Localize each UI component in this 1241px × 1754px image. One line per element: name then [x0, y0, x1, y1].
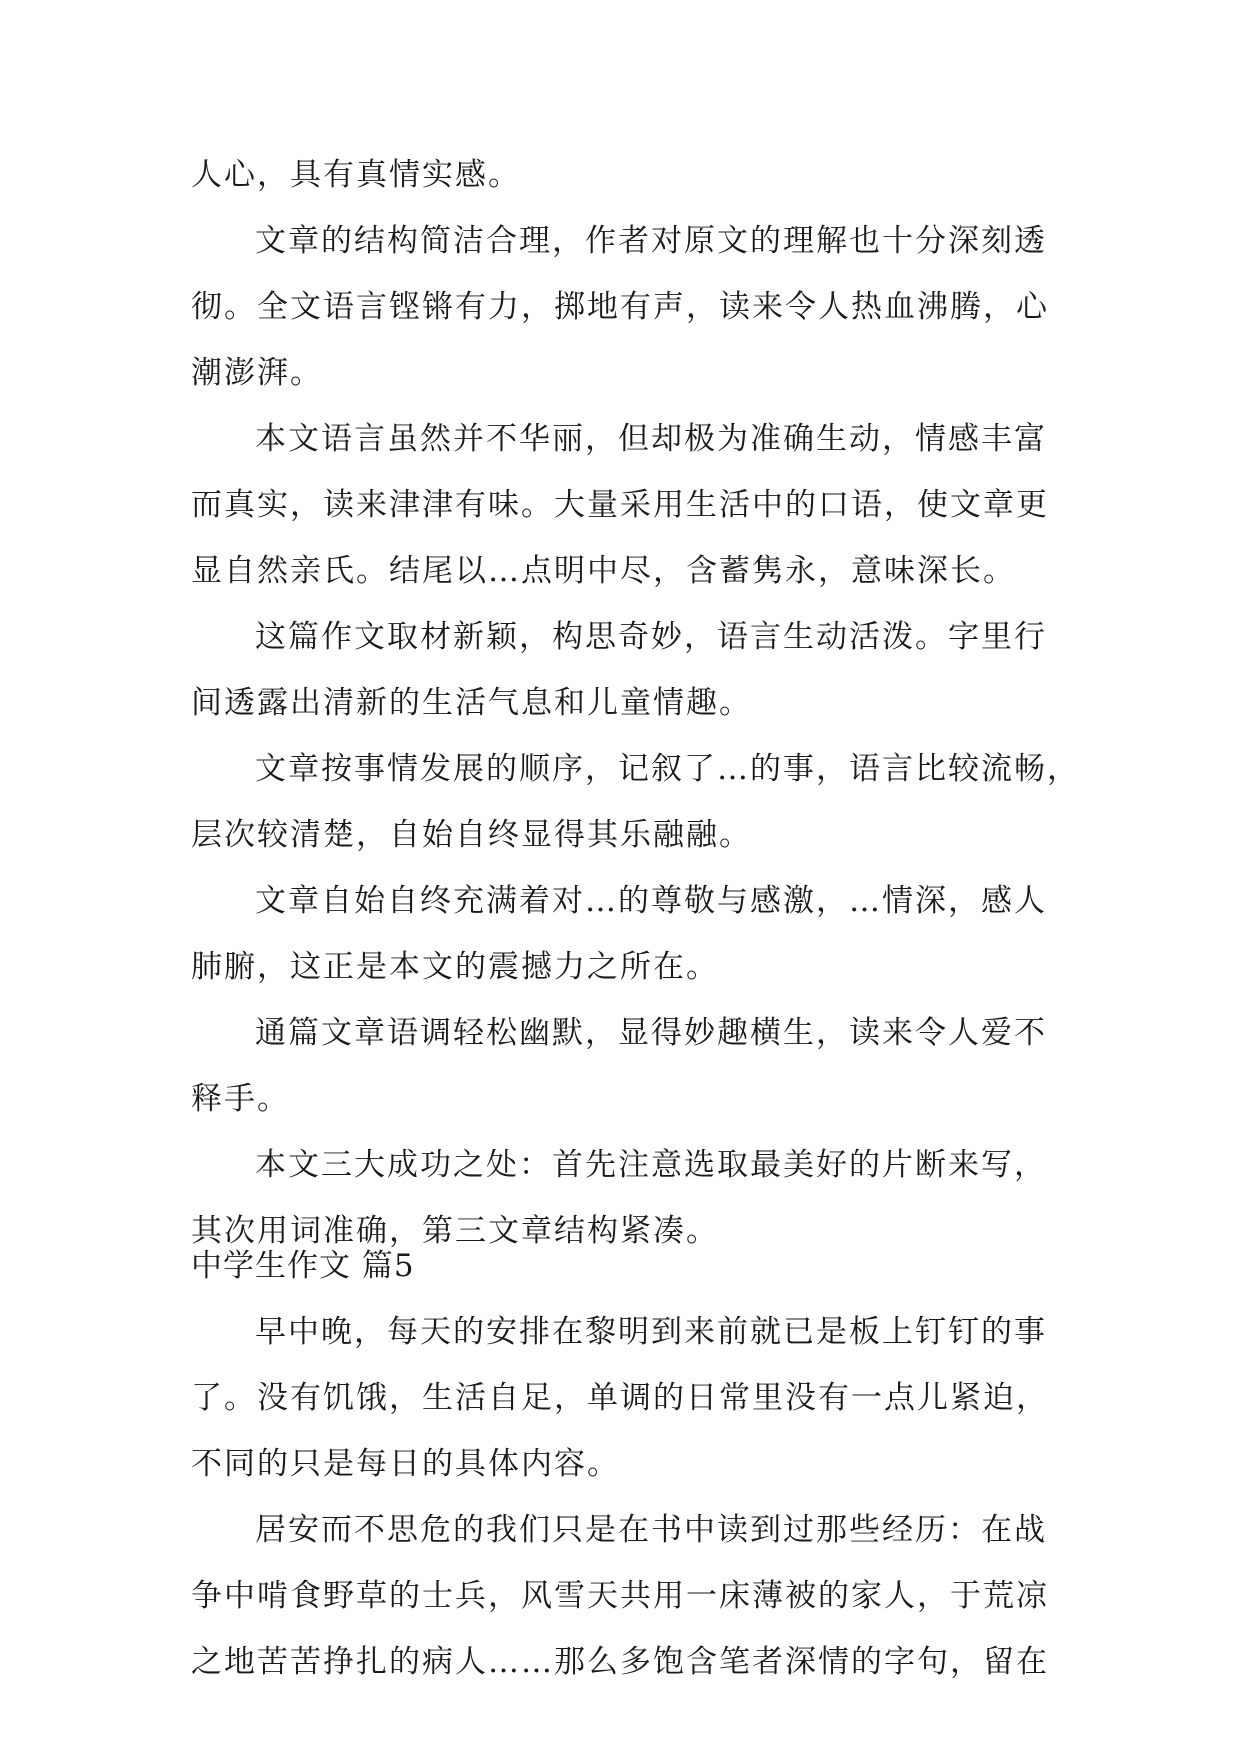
text-line: 早中晚，每天的安排在黎明到来前就已是板上钉钉的事 [255, 1314, 1047, 1350]
paragraph [191, 1315, 1051, 1482]
text-line: 争中啃食野草的士兵，风雪天共用一床薄被的家人，于荒凉 [191, 1578, 1049, 1614]
section-heading: 中学生作文 篇5 [191, 1248, 415, 1284]
text-line: 其次用词准确，第三文章结构紧凑。 [191, 1213, 719, 1249]
text-line: 通篇文章语调轻松幽默，显得妙趣横生，读来令人爱不 [255, 1015, 1047, 1051]
text-line: 而真实，读来津津有味。大量采用生活中的口语，使文章更 [191, 487, 1049, 523]
text-line: 不同的只是每日的具体内容。 [191, 1446, 620, 1482]
paragraph [191, 158, 1051, 193]
text-line: 彻。全文语言铿锵有力，掷地有声，读来令人热血沸腾，心 [191, 289, 1049, 325]
text-line: 层次较清楚，自始自终显得其乐融融。 [191, 817, 752, 853]
paragraph [191, 751, 1080, 853]
text-line: 潮澎湃。 [191, 355, 323, 391]
paragraph [191, 224, 1051, 391]
paragraph [191, 422, 1051, 589]
text-line: 本文语言虽然并不华丽，但却极为准确生动，情感丰富 [255, 421, 1047, 457]
document-page [191, 157, 1080, 1680]
text-line: 了。没有饥饿，生活自足，单调的日常里没有一点儿紧迫， [191, 1380, 1049, 1416]
text-line: 本文三大成功之处：首先注意选取最美好的片断来写， [255, 1147, 1047, 1183]
text-line: 之地苦苦挣扎的病人……那么多饱含笔者深情的字句，留在 [191, 1644, 1049, 1680]
text-line: 肺腑，这正是本文的震撼力之所在。 [191, 949, 719, 985]
text-line: 释手。 [191, 1081, 290, 1117]
text-line: 间透露出清新的生活气息和儿童情趣。 [191, 685, 752, 721]
paragraph [191, 620, 1051, 721]
paragraph [191, 1016, 1051, 1117]
text-line: 显自然亲氏。结尾以…点明中尽，含蓄隽永，意味深长。 [191, 553, 1016, 589]
paragraph [191, 1513, 1051, 1680]
text-line: 文章的结构简洁合理，作者对原文的理解也十分深刻透 [255, 223, 1047, 259]
text-line: 居安而不思危的我们只是在书中读到过那些经历：在战 [255, 1512, 1047, 1548]
text-line: 人心，具有真情实感。 [191, 157, 521, 193]
text-line: 文章按事情发展的顺序，记叙了…的事，语言比较流畅， [255, 751, 1080, 787]
paragraph [191, 884, 1051, 985]
paragraph [191, 1148, 1051, 1249]
text-line: 这篇作文取材新颖，构思奇妙，语言生动活泼。字里行 [255, 619, 1047, 655]
text-line: 文章自始自终充满着对…的尊敬与感激，…情深，感人 [255, 883, 1047, 919]
